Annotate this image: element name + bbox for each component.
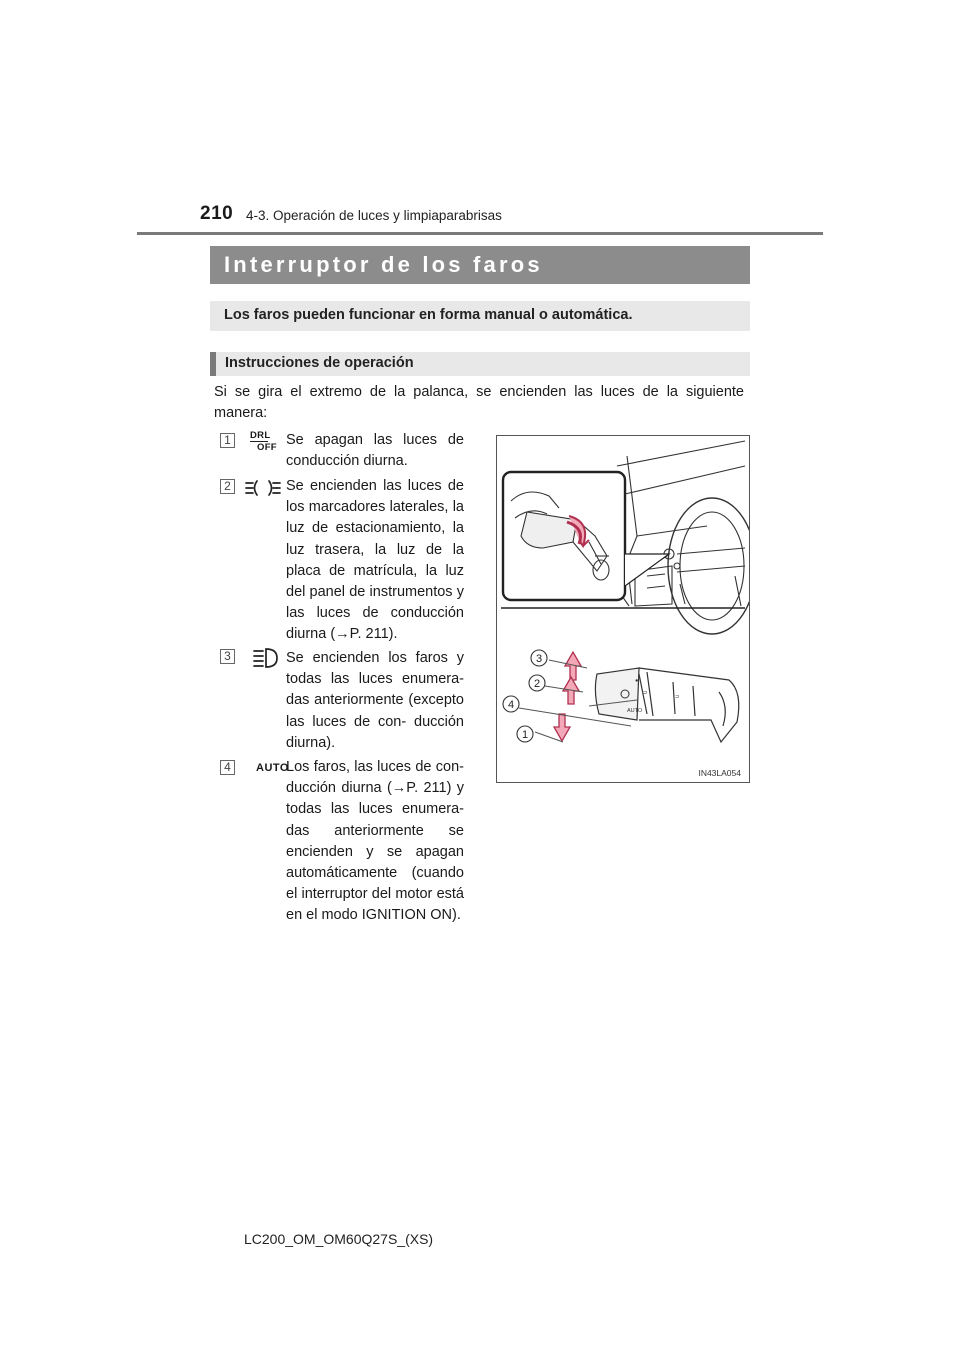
item-text-3: Se encienden los faros y todas las luces enumera- das anteriormente (excepto las luces de con- ducción diurna).: [286, 650, 464, 751]
operation-heading: Instrucciones de operación: [225, 355, 414, 371]
callout-4: 4: [507, 699, 515, 711]
callout-1: 1: [521, 729, 529, 741]
callout-3: 3: [535, 653, 543, 665]
page-title-bar: [210, 246, 750, 284]
intro-text: Los faros pueden funcionar en forma manual o automática.: [224, 307, 633, 323]
auto-icon: [244, 758, 289, 788]
intro-banner: [210, 301, 750, 331]
page-title: Interruptor de los faros: [224, 252, 543, 277]
item-text-2: Se encienden las luces de los marcadores laterales, la luz de estacionamiento, la luz trasera, la luz de la placa de matrícula, la luz del panel de instrumentos y las luces de conducción diurna (→P. 211).: [286, 478, 464, 643]
svg-text:●: ●: [635, 678, 639, 684]
drl-off-icon-top: DRL: [250, 430, 271, 441]
operation-heading-bar: [210, 352, 750, 376]
item-number-4: 4: [220, 760, 235, 775]
section-breadcrumb: 4-3. Operación de luces y limpiaparabrisas: [246, 208, 502, 223]
svg-text:AUTO: AUTO: [627, 708, 643, 714]
diagram-code: IN43LA054: [698, 768, 741, 778]
item-number-2: 2: [220, 479, 235, 494]
document-code-footer: LC200_OM_OM60Q27S_(XS): [244, 1231, 434, 1247]
drl-off-icon-bottom: OFF: [257, 442, 277, 453]
item-text-1: Se apagan las luces de conducción diurna.: [286, 432, 464, 470]
callout-2: 2: [533, 678, 541, 690]
operation-lead-paragraph: Si se gira el extremo de la palanca, se encienden las luces de la siguiente manera:: [214, 384, 744, 421]
svg-text:⊃: ⊃: [675, 694, 680, 700]
auto-icon-text: AUTO: [256, 762, 289, 774]
drl-off-icon: [244, 430, 282, 460]
headlight-switch-diagram: [496, 435, 750, 783]
item-text-4: Los faros, las luces de con- ducción diurna (→P. 211) y todas las luces enumera- das anteriormente se encienden y se apagan automáticamente (cuando el interruptor del motor está en el modo IGNITION ON).: [286, 759, 464, 924]
svg-text:⊃: ⊃: [643, 690, 648, 696]
parking-lamps-icon: [244, 474, 282, 504]
page-number: 210: [200, 203, 234, 224]
headlight-icon: [244, 644, 282, 674]
item-number-1: 1: [220, 433, 235, 448]
item-number-3: 3: [220, 649, 235, 664]
header-divider: [137, 232, 823, 235]
